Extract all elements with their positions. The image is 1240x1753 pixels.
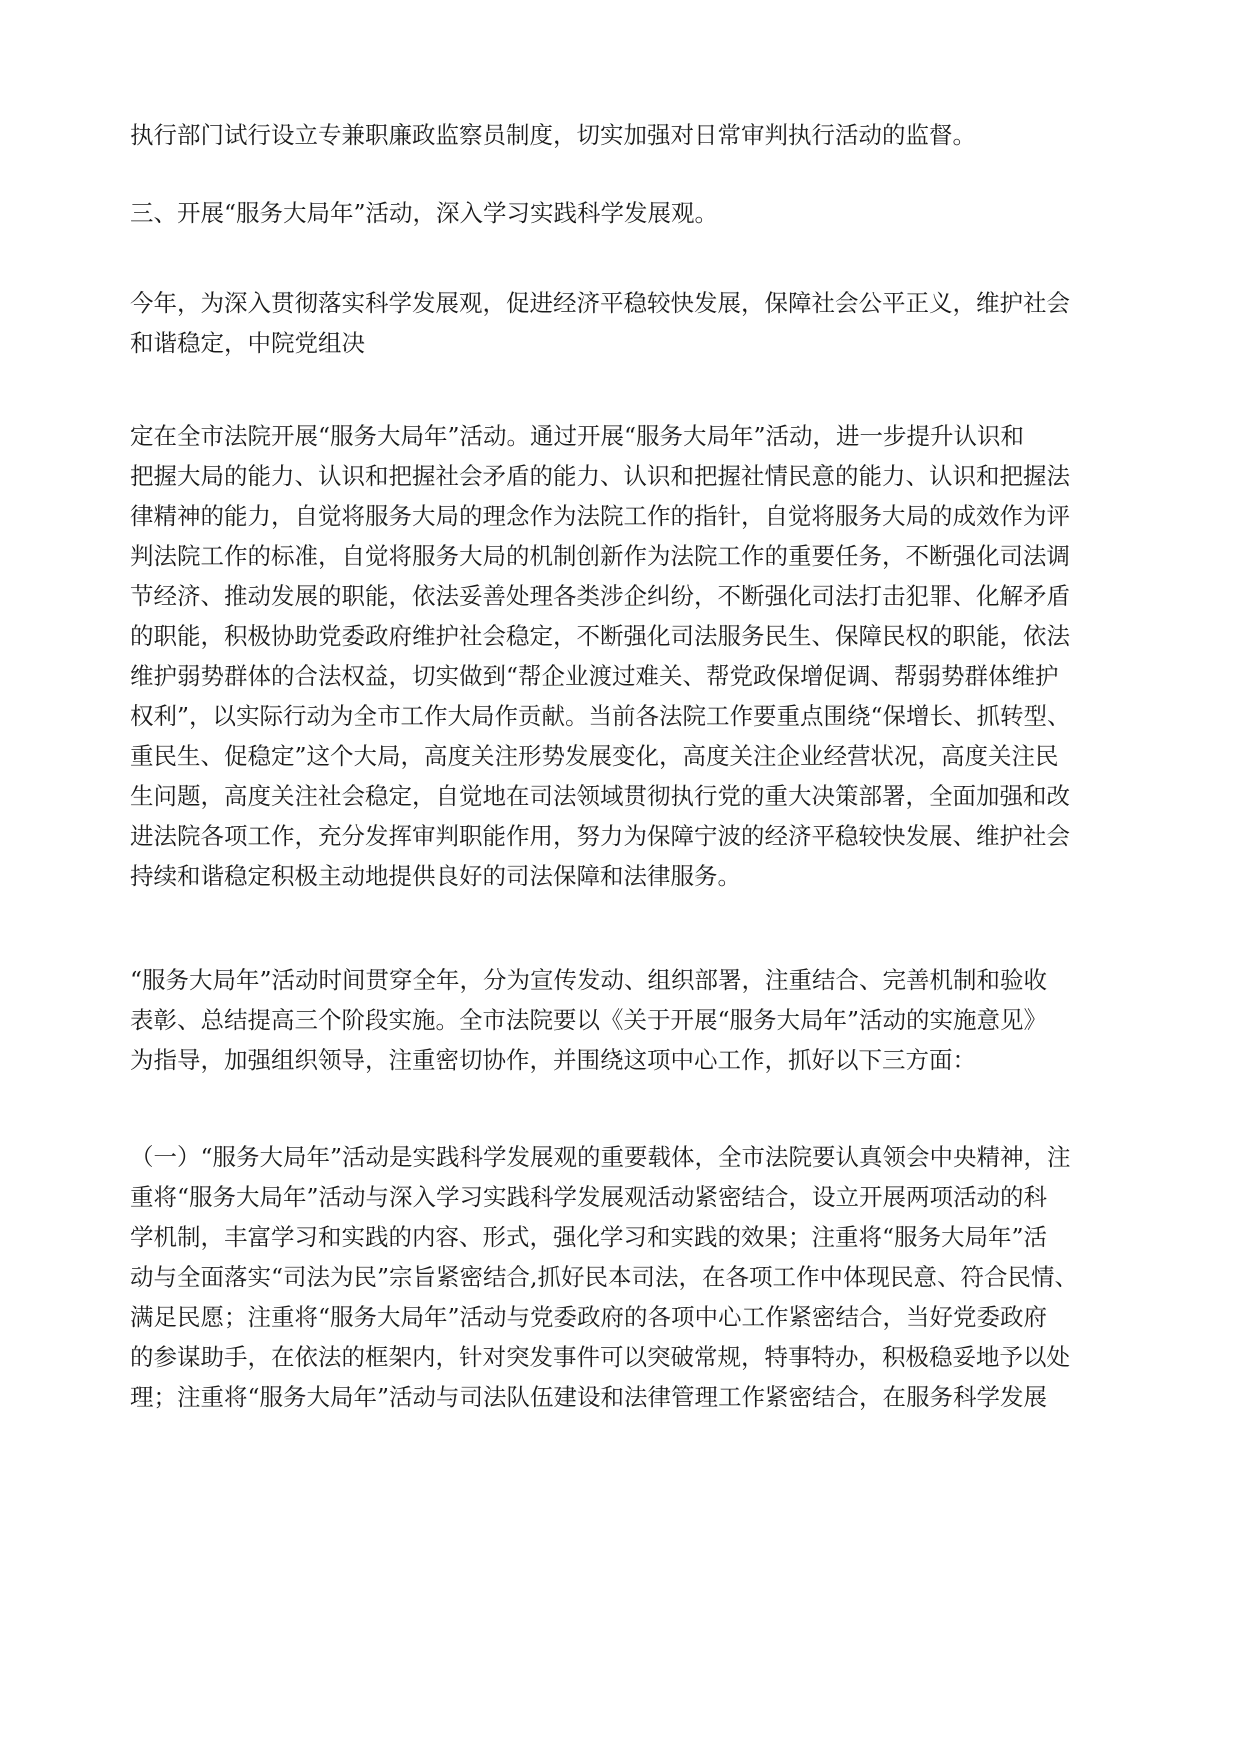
text-line: 理；注重将“服务大局年”活动与司法队伍建设和法律管理工作紧密结合，在服务科学发展 [130, 1383, 1048, 1411]
text-line: “服务大局年”活动时间贯穿全年，分为宣传发动、组织部署，注重结合、完善机制和验收 [130, 966, 1048, 994]
text-line: 表彰、总结提高三个阶段实施。全市法院要以《关于开展“服务大局年”活动的实施意见》 [130, 1006, 1048, 1034]
text-line: 今年，为深入贯彻落实科学发展观，促进经济平稳较快发展，保障社会公平正义，维护社会 [130, 289, 1070, 317]
text-line: 进法院各项工作，充分发挥审判职能作用，努力为保障宁波的经济平稳较快发展、维护社会 [130, 822, 1070, 850]
section-heading [130, 193, 1125, 233]
text-line: 节经济、推动发展的职能，依法妥善处理各类涉企纠纷，不断强化司法打击犯罪、化解矛盾 [130, 582, 1070, 610]
text-line: 判法院工作的标准，自觉将服务大局的机制创新作为法院工作的重要任务，不断强化司法调 [130, 542, 1070, 570]
text-line: 把握大局的能力、认识和把握社会矛盾的能力、认识和把握社情民意的能力、认识和把握法 [130, 462, 1070, 490]
text-line: 律精神的能力，自觉将服务大局的理念作为法院工作的指针，自觉将服务大局的成效作为评 [130, 502, 1070, 530]
text-line: 定在全市法院开展“服务大局年”活动。通过开展“服务大局年”活动，进一步提升认识和 [130, 422, 1025, 450]
text-line: 执行部门试行设立专兼职廉政监察员制度，切实加强对日常审判执行活动的监督。 [130, 121, 976, 149]
text-line: 的参谋助手，在依法的框架内，针对突发事件可以突破常规，特事特办，积极稳妥地予以处 [130, 1343, 1070, 1371]
text-line: 动与全面落实“司法为民”宗旨紧密结合,抓好民本司法，在各项工作中体现民意、符合民情、 [130, 1263, 1078, 1291]
text-line: 的职能，积极协助党委政府维护社会稳定，不断强化司法服务民生、保障民权的职能，依法 [130, 622, 1070, 650]
text-line: 重民生、促稳定”这个大局，高度关注形势发展变化，高度关注企业经营状况，高度关注民 [130, 742, 1059, 770]
text-line: 生问题，高度关注社会稳定，自觉地在司法领域贯彻执行党的重大决策部署，全面加强和改 [130, 782, 1070, 810]
paragraph-schedule [130, 960, 1125, 1080]
text-line: （一）“服务大局年”活动是实践科学发展观的重要载体，全市法院要认真领会中央精神，注 [130, 1143, 1071, 1171]
paragraph-item-one [130, 1137, 1125, 1417]
text-line: 满足民愿；注重将“服务大局年”活动与党委政府的各项中心工作紧密结合，当好党委政府 [130, 1303, 1048, 1331]
text-line: 和谐稳定，中院党组决 [130, 329, 365, 357]
paragraph-intro [130, 283, 1125, 363]
text-line: 重将“服务大局年”活动与深入学习实践科学发展观活动紧密结合，设立开展两项活动的科 [130, 1183, 1048, 1211]
paragraph-activity [130, 416, 1125, 896]
text-line: 三、开展“服务大局年”活动，深入学习实践科学发展观。 [130, 199, 719, 227]
text-line: 权利”，以实际行动为全市工作大局作贡献。当前各法院工作要重点围绕“保增长、抓转型、 [130, 702, 1071, 730]
text-line: 维护弱势群体的合法权益，切实做到“帮企业渡过难关、帮党政保增促调、帮弱势群体维护 [130, 662, 1059, 690]
text-line: 学机制，丰富学习和实践的内容、形式，强化学习和实践的效果；注重将“服务大局年”活 [130, 1223, 1048, 1251]
text-line: 持续和谐稳定积极主动地提供良好的司法保障和法律服务。 [130, 862, 741, 890]
paragraph-supervision [130, 115, 1125, 155]
text-line: 为指导，加强组织领导，注重密切协作，并围绕这项中心工作，抓好以下三方面： [130, 1046, 976, 1074]
